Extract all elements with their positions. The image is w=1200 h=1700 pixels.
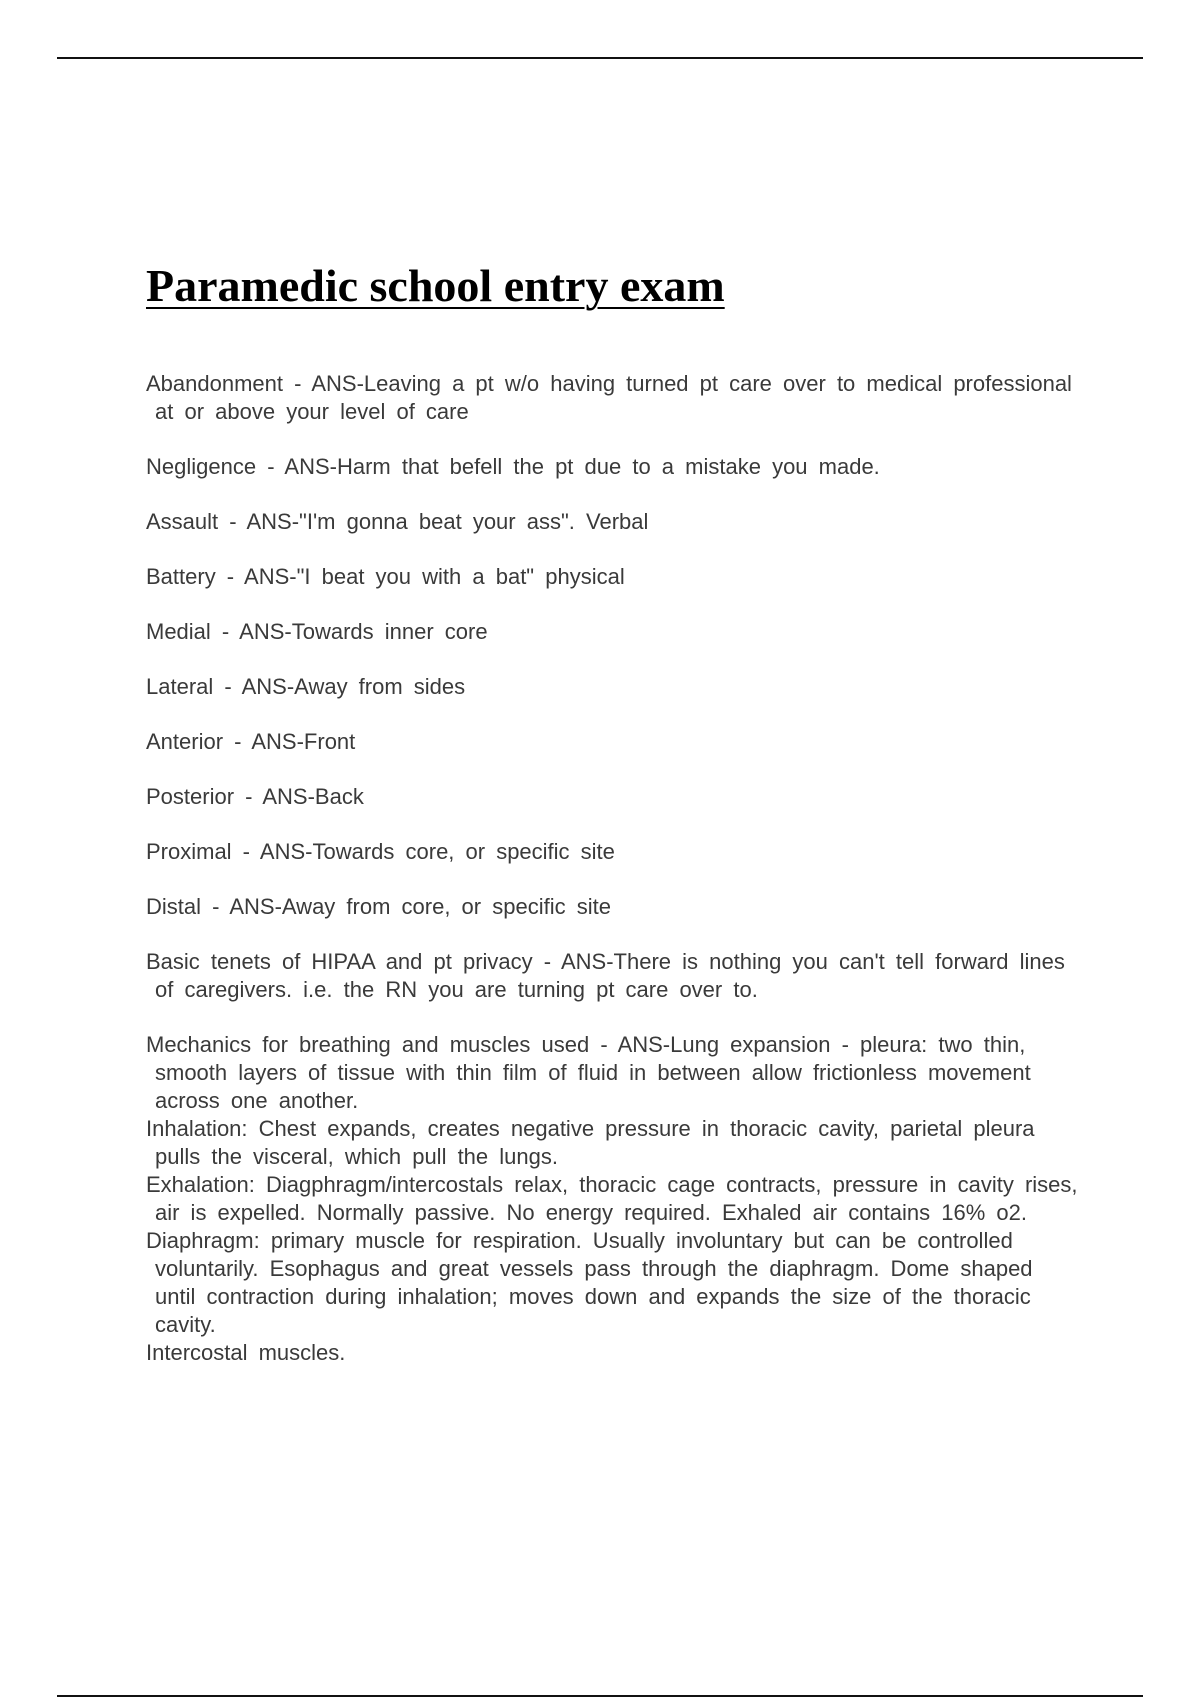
entry-distal: Distal - ANS-Away from core, or specific site — [146, 894, 611, 919]
entry-anterior: Anterior - ANS-Front — [146, 729, 356, 754]
mechanics-exhalation: Exhalation: Diagphragm/intercostals relax, thoracic cage contracts, pressure in cavity rises, air is expelled. Normally passive. No energy required. Exhaled air contains 16% o2. — [146, 1172, 1078, 1225]
entry-negligence: Negligence - ANS-Harm that befell the pt due to a mistake you made. — [146, 454, 880, 479]
entry-hipaa: Basic tenets of HIPAA and pt privacy - ANS-There is nothing you can't tell forward lines of caregivers. i.e. the RN you are turning pt care over to. — [146, 949, 1065, 1002]
mechanics-inhalation: Inhalation: Chest expands, creates negative pressure in thoracic cavity, parietal pleura pulls the visceral, which pull the lungs. — [146, 1116, 1035, 1169]
flashcard-list — [146, 370, 1081, 1367]
document-title: Paramedic school entry exam — [146, 260, 725, 311]
entry-lateral: Lateral - ANS-Away from sides — [146, 674, 466, 699]
entry-abandonment: Abandonment - ANS-Leaving a pt w/o having turned pt care over to medical professional at or above your level of care — [146, 371, 1072, 424]
top-rule — [57, 57, 1143, 59]
entry-breathing-mechanics — [146, 1031, 1081, 1367]
entry-proximal: Proximal - ANS-Towards core, or specific site — [146, 839, 615, 864]
entry-assault: Assault - ANS-"I'm gonna beat your ass". Verbal — [146, 509, 649, 534]
entry-battery: Battery - ANS-"I beat you with a bat" physical — [146, 564, 625, 589]
mechanics-diaphragm: Diaphragm: primary muscle for respiration. Usually involuntary but can be controlled voluntarily. Esophagus and great vessels pass through the diaphragm. Dome shaped until contraction during inhalation; moves down and expands the size of the thoracic cavity. — [146, 1228, 1033, 1337]
mechanics-intercostal: Intercostal muscles. — [146, 1340, 346, 1365]
bottom-rule — [57, 1695, 1143, 1697]
page-content — [146, 256, 1081, 1367]
entry-posterior: Posterior - ANS-Back — [146, 784, 364, 809]
entry-medial: Medial - ANS-Towards inner core — [146, 619, 488, 644]
mechanics-intro: Mechanics for breathing and muscles used - ANS-Lung expansion - pleura: two thin, smooth layers of tissue with thin film of fluid in between allow frictionless movement across one another. — [146, 1032, 1031, 1113]
